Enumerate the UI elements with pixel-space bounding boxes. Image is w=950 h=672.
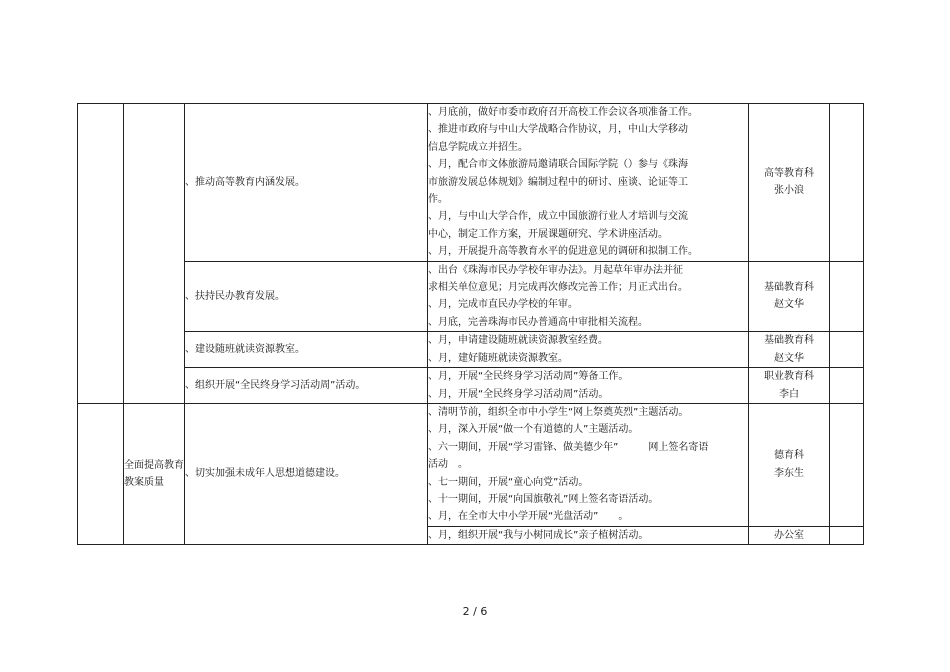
table-row [78,368,864,404]
step-line: 、月，组织开展“我与小树同成长”亲子植树活动。 [428,529,649,541]
step-line: 、月，建好随班就读资源教室。 [428,352,568,364]
task-cell: 、切实加强未成年人思想道德建设。 [185,403,428,544]
step-line: 、七一期间，开展“童心向党”活动。 [428,476,589,488]
steps-cell [428,332,749,368]
person-name: 李东生 [774,467,804,479]
step-line: 、月，申请建设随班就读资源教室经费。 [428,335,608,347]
step-line: 、月底，完善珠海市民办普通高中审批相关流程。 [428,316,648,328]
step-line: 求相关单位意见；月完成再次修改完善工作；月正式出台。 [428,282,688,294]
person-name: 李白 [779,388,799,400]
department-cell [749,332,830,368]
steps-cell [428,368,749,404]
person-name: 张小浪 [774,185,804,197]
department-cell [749,403,830,526]
department-cell [749,368,830,404]
step-line: 中心，制定工作方案，开展课题研究、学术讲座活动。 [428,228,668,240]
note-cell [830,403,864,526]
step-line: 作。 [428,194,448,206]
step-line: 、六一期间，开展“学习雷锋、做美德少年” 网上签名寄语 [428,441,709,453]
table-row [78,261,864,332]
step-line: 、月，开展“全民终身学习活动周”筹备工作。 [428,371,629,383]
table-row [78,403,864,526]
step-line: 、月，完成市直民办学校的年审。 [428,299,578,311]
step-line: 市旅游发展总体规划》编制过程中的研讨、座谈、论证等工 [428,176,688,188]
steps-cell [428,104,749,262]
step-line: 、月，配合市文体旅游局邀请联合国际学院（）参与《珠海 [428,159,688,171]
note-cell [830,261,864,332]
note-cell [830,332,864,368]
department-cell [749,104,830,262]
step-line: 、月，开展“全民终身学习活动周”活动。 [428,388,609,400]
department-name: 德育科 [774,450,804,462]
department-name: 基础教育科 [764,335,814,347]
task-cell: 、推动高等教育内涵发展。 [185,104,428,262]
step-line: 、月底前，做好市委市政府召开高校工作会议各项准备工作。 [428,107,698,118]
work-plan-table [77,103,864,545]
step-line: 、出台《珠海市民办学校年审办法》。月起草年审办法并征 [428,264,683,276]
page-number: 2 / 6 [462,605,488,618]
note-cell [830,368,864,404]
department-name: 职业教育科 [764,371,814,383]
note-cell [830,526,864,544]
area-cell [78,104,124,404]
step-line: 、月，与中山大学合作，成立中国旅游行业人才培训与交流 [428,211,688,223]
step-line: 、清明节前，组织全市中小学生“网上祭奠英烈”主题活动。 [428,406,689,418]
step-line: 信息学院成立并招生。 [428,141,528,153]
task-cell: 、扶持民办教育发展。 [185,261,428,332]
department-name: 基础教育科 [764,282,814,294]
step-line: 、十一期间，开展“向国旗敬礼”网上签名寄语活动。 [428,493,659,505]
category-cell: 全面提高教育教案质量 [124,403,185,544]
department-name: 高等教育科 [764,167,814,179]
step-line: 、推进市政府与中山大学战略合作协议，月，中山大学移动 [428,124,688,136]
steps-cell [428,526,749,544]
step-line: 、月，在全市大中小学开展“光盘活动” 。 [428,511,629,523]
person-name: 赵文华 [774,352,804,364]
area-cell [78,403,124,544]
task-cell: 、建设随班就读资源教室。 [185,332,428,368]
table-row [78,104,864,262]
step-line: 、月，深入开展“做一个有道德的人”主题活动。 [428,424,639,436]
department-name: 办公室 [774,529,804,541]
category-cell [124,104,185,404]
task-cell: 、组织开展“全民终身学习活动周”活动。 [185,368,428,404]
steps-cell [428,403,749,526]
person-name: 赵文华 [774,299,804,311]
department-cell [749,261,830,332]
step-line: 活动 。 [428,459,468,471]
table-row [78,332,864,368]
steps-cell [428,261,749,332]
step-line: 、月，开展提升高等教育水平的促进意见的调研和拟制工作。 [428,246,698,258]
note-cell [830,104,864,262]
department-cell [749,526,830,544]
